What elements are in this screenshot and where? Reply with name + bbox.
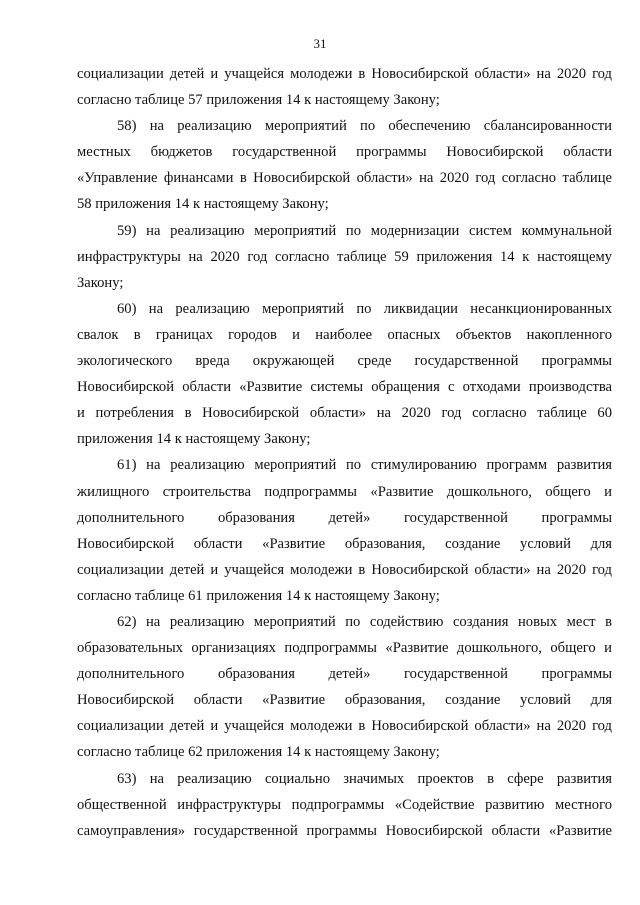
text-line: свалок в границах городов и наиболее опасных объектов накопленного xyxy=(77,326,612,343)
text-line: социализации детей и учащейся молодежи в Новосибирской области» на 2020 год xyxy=(77,66,612,82)
text-line: 63) на реализацию социально значимых проектов в сфере развития xyxy=(117,770,612,787)
paragraph xyxy=(77,296,612,453)
text-line: 61) на реализацию мероприятий по стимулированию программ развития xyxy=(117,457,612,474)
text-line: социализации детей и учащейся молодежи в Новосибирской области» на 2020 год xyxy=(77,561,612,578)
text-line: согласно таблице 62 приложения 14 к настоящему Закону; xyxy=(77,744,440,761)
document-body xyxy=(77,61,612,844)
paragraph xyxy=(77,218,612,296)
paragraph xyxy=(77,113,612,217)
text-line: дополнительного образования детей» государственной программы xyxy=(77,509,612,526)
text-line: общественной инфраструктуры подпрограммы «Содействие развитию местного xyxy=(77,796,612,813)
text-line: 58 приложения 14 к настоящему Закону; xyxy=(77,196,329,213)
text-line: экологического вреда окружающей среде государственной программы xyxy=(77,353,612,370)
text-line: 59) на реализацию мероприятий по модернизации систем коммунальной xyxy=(117,222,612,239)
page-number: 31 xyxy=(313,36,327,51)
paragraph xyxy=(77,61,612,113)
text-line: «Управление финансами в Новосибирской области» на 2020 год согласно таблице xyxy=(77,170,612,187)
text-line: дополнительного образования детей» государственной программы xyxy=(77,666,612,683)
paragraph xyxy=(77,452,612,609)
text-line: Новосибирской области «Развитие образования, создание условий для xyxy=(77,535,612,552)
text-line: Новосибирской области «Развитие образования, создание условий для xyxy=(77,692,612,709)
text-line: согласно таблице 61 приложения 14 к настоящему Закону; xyxy=(77,587,440,604)
text-line: самоуправления» государственной программы Новосибирской области «Развитие xyxy=(77,822,612,839)
text-line: приложения 14 к настоящему Закону; xyxy=(77,431,311,448)
text-line: 62) на реализацию мероприятий по содействию создания новых мест в xyxy=(117,613,612,630)
text-line: местных бюджетов государственной программы Новосибирской области xyxy=(77,144,612,161)
text-line: 58) на реализацию мероприятий по обеспечению сбалансированности xyxy=(117,118,612,135)
text-line: 60) на реализацию мероприятий по ликвидации несанкционированных xyxy=(117,300,612,317)
text-line: Новосибирской области «Развитие системы обращения с отходами производства xyxy=(77,379,612,396)
text-line: инфраструктуры на 2020 год согласно таблице 59 приложения 14 к настоящему xyxy=(77,248,612,265)
paragraph xyxy=(77,766,612,844)
text-line: образовательных организациях подпрограммы «Развитие дошкольного, общего и xyxy=(77,640,612,657)
text-line: Закону; xyxy=(77,274,124,291)
text-line: жилищного строительства подпрограммы «Развитие дошкольного, общего и xyxy=(77,483,612,500)
text-line: социализации детей и учащейся молодежи в Новосибирской области» на 2020 год xyxy=(77,718,612,735)
paragraph xyxy=(77,609,612,766)
text-line: и потребления в Новосибирской области» на 2020 год согласно таблице 60 xyxy=(77,405,612,422)
text-line: согласно таблице 57 приложения 14 к настоящему Закону; xyxy=(77,92,440,109)
